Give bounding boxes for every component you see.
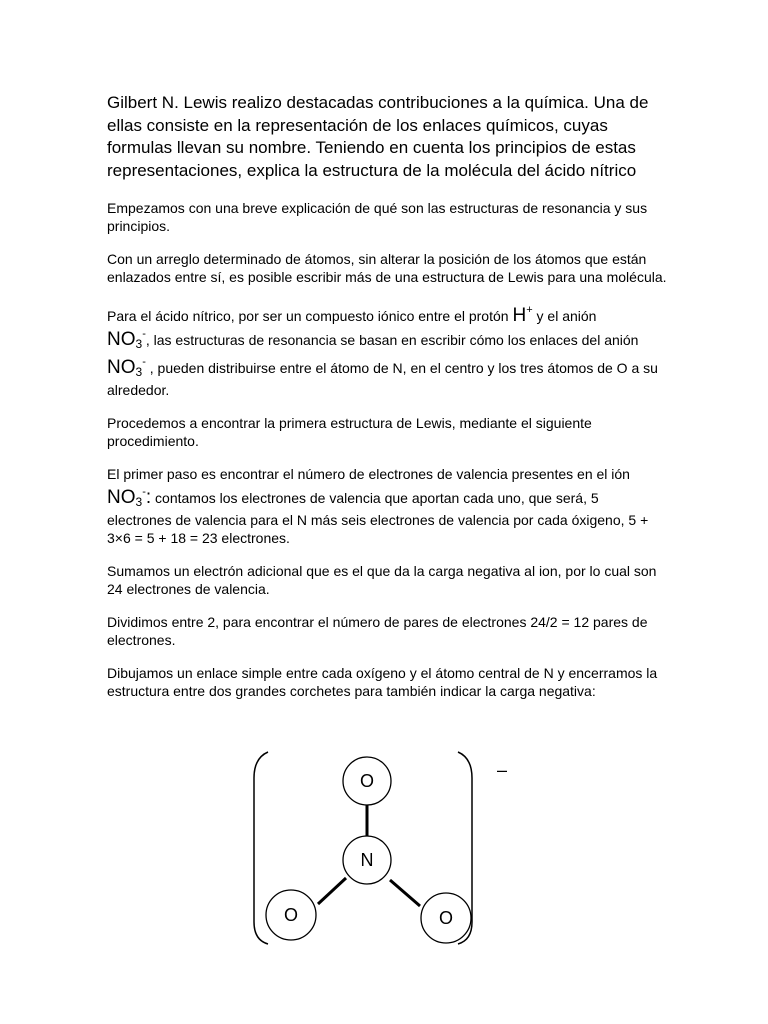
text-segment: contamos los electrones de valencia que aportan cada uno, que será, 5 electrones de valencia para el N más seis electrones de valencia por cada óxigeno, 5 + 3×6 = 5 + 18 = 23 electrones.: [107, 490, 649, 546]
proton-symbol: H: [512, 305, 527, 326]
bond-n-o-right: [390, 880, 420, 906]
paragraph-intro: Empezamos con una breve explicación de qué son las estructuras de resonancia y sus principios.: [107, 200, 648, 234]
nitrate-formula: NO: [107, 357, 136, 378]
paragraph-extra-electron: Sumamos un electrón adicional que es el que da la carga negativa al ion, por lo cual son 24 electrones de valencia.: [107, 563, 657, 597]
nitrate-charge: -: [142, 328, 146, 340]
nitrate-charge: -: [142, 486, 146, 498]
colon: :: [145, 487, 152, 508]
paragraph-first-step: [107, 465, 667, 547]
text-segment: Para el ácido nítrico, por ser un compuesto iónico entre el protón: [107, 308, 513, 324]
oxygen-right-label: O: [438, 908, 454, 928]
nitrate-subscript: 3: [135, 365, 143, 379]
paragraph-draw-bonds: Dibujamos un enlace simple entre cada oxígeno y el átomo central de N y encerramos la estructura entre dos grandes corchetes para también indicar la carga negativa:: [107, 665, 658, 699]
oxygen-top-label: O: [359, 771, 375, 791]
text-segment: El primer paso es encontrar el número de electrones de valencia presentes en el ión: [107, 466, 630, 482]
oxygen-left-label: O: [283, 905, 299, 925]
paragraph-resonance-definition: Con un arreglo determinado de átomos, sin alterar la posición de los átomos que están enlazados entre sí, es posible escribir más de una estructura de Lewis para una molécula.: [107, 251, 667, 285]
nitrogen-label: N: [360, 850, 374, 870]
lewis-structure-diagram: [246, 748, 516, 948]
nitrate-formula: NO: [107, 487, 136, 508]
question-heading: Gilbert N. Lewis realizo destacadas contribuciones a la química. Una de ellas consiste en la representación de los enlaces químicos, cuyas formulas llevan su nombre. Teniendo en cuenta los principios de estas representaciones, explica la estructura de la molécula del ácido nítrico: [107, 93, 649, 180]
text-segment: , las estructuras de resonancia se basan en escribir cómo los enlaces del anión: [145, 332, 639, 348]
negative-charge: –: [496, 760, 508, 780]
nitrate-formula: NO: [107, 329, 136, 350]
paragraph-procedure: Procedemos a encontrar la primera estructura de Lewis, mediante el siguiente procedimiento.: [107, 415, 592, 449]
paragraph-electron-pairs: Dividimos entre 2, para encontrar el número de pares de electrones 24/2 = 12 pares de electrones.: [107, 614, 648, 648]
nitrate-charge: -: [142, 356, 146, 368]
proton-charge: +: [526, 304, 533, 316]
nitrate-subscript: 3: [135, 495, 143, 509]
nitrate-subscript: 3: [135, 337, 143, 351]
text-segment: , pueden distribuirse entre el átomo de N, en el centro y los tres átomos de O a su alrededor.: [107, 360, 658, 398]
bond-n-o-left: [318, 878, 346, 904]
document-page: [107, 92, 667, 715]
text-segment: y el anión: [532, 308, 597, 324]
paragraph-nitric-acid: [107, 301, 667, 399]
